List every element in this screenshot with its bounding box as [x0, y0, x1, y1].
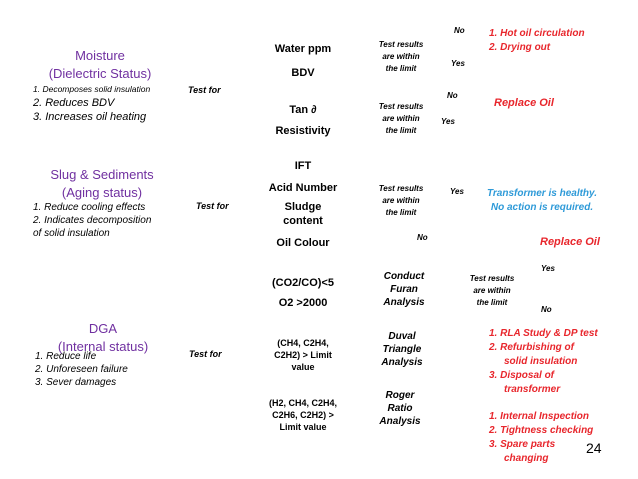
replace-oil-action-2: Replace Oil — [540, 236, 600, 248]
list-item: 1. Reduce life — [35, 351, 97, 362]
page-number: 24 — [586, 440, 602, 456]
param-o2: O2 >2000 — [278, 297, 328, 309]
no-label-4: No — [541, 305, 552, 314]
limit-value-group-2: (H2, CH4, C2H4, C2H6, C2H2) > Limit value — [268, 398, 338, 432]
list-item: 2. Indicates decomposition — [33, 215, 152, 226]
action-item: 2. Tightness checking — [489, 425, 594, 436]
action-item: 1. Hot oil circulation — [489, 28, 585, 39]
moisture-heading — [40, 47, 160, 83]
list-item: 3. Increases oil heating — [33, 111, 147, 123]
slug-effects-list — [33, 201, 193, 240]
param-oil-colour: Oil Colour — [276, 237, 330, 249]
rla-actions — [489, 327, 598, 397]
dga-test-for: Test for — [189, 349, 222, 359]
test-result-within-4: Test results are within the limit — [469, 274, 515, 307]
test-result-within-1: Test results are within the limit — [378, 40, 424, 73]
slug-heading — [38, 166, 166, 202]
slug-subtitle: (Aging status) — [61, 185, 143, 200]
test-result-within-2: Test results are within the limit — [378, 102, 424, 135]
roger-ratio-analysis: Roger Ratio Analysis — [379, 390, 421, 427]
list-item: 3. Sever damages — [35, 377, 117, 388]
yes-label-4: Yes — [541, 264, 555, 273]
limit-value-group-1: (CH4, C2H4, C2H2) > Limit value — [274, 338, 332, 372]
inspection-actions — [489, 410, 593, 466]
action-item: 1. Internal Inspection — [489, 411, 590, 422]
dga-subtitle: (Internal status) — [57, 339, 149, 354]
yes-label-3: Yes — [450, 187, 464, 196]
furan-analysis: Conduct Furan Analysis — [383, 271, 425, 308]
no-label-3: No — [417, 233, 428, 242]
param-acid-number: Acid Number — [268, 182, 338, 194]
action-item: 3. Spare parts — [489, 439, 556, 450]
replace-oil-action: Replace Oil — [494, 97, 554, 109]
moisture-test-for: Test for — [188, 85, 221, 95]
healthy-message: Transformer is healthy. No action is required. — [486, 188, 598, 213]
oil-treatment-actions — [489, 27, 585, 55]
param-co2-co-ratio: (CO2/CO)<5 — [271, 277, 335, 289]
no-label-2: No — [447, 91, 458, 100]
param-resistivity: Resistivity — [275, 125, 331, 137]
param-water-ppm: Water ppm — [274, 43, 332, 55]
action-item: changing — [504, 453, 549, 464]
slug-title: Slug & Sediments — [50, 167, 154, 182]
list-item: 1. Decomposes solid insulation — [33, 84, 151, 94]
param-tan-delta: Tan ∂ — [289, 104, 317, 116]
yes-label-1: Yes — [451, 59, 465, 68]
list-item: 2. Reduces BDV — [33, 97, 115, 109]
yes-label-2: Yes — [441, 117, 455, 126]
moisture-title: Moisture — [75, 48, 125, 63]
list-item: 1. Reduce cooling effects — [33, 202, 146, 213]
list-item: of solid insulation — [33, 228, 110, 239]
slug-test-for: Test for — [196, 201, 229, 211]
list-item: 2. Unforeseen failure — [35, 364, 128, 375]
dga-title: DGA — [88, 321, 118, 336]
no-label-1: No — [454, 26, 465, 35]
action-item: 3. Disposal of — [489, 370, 555, 381]
action-item: 2. Refurbishing of — [489, 342, 574, 353]
test-result-within-3: Test results are within the limit — [378, 184, 424, 217]
moisture-subtitle: (Dielectric Status) — [48, 66, 152, 81]
duval-triangle-analysis: Duval Triangle Analysis — [381, 331, 423, 368]
action-item: 1. RLA Study & DP test — [489, 328, 598, 339]
param-ift: IFT — [294, 160, 312, 172]
action-item: transformer — [504, 384, 561, 395]
dga-effects-list — [35, 350, 185, 389]
action-item: 2. Drying out — [489, 42, 551, 53]
param-sludge-content: Sludge content — [283, 201, 323, 227]
moisture-effects-list — [33, 83, 183, 124]
param-bdv: BDV — [291, 67, 315, 79]
action-item: solid insulation — [504, 356, 578, 367]
